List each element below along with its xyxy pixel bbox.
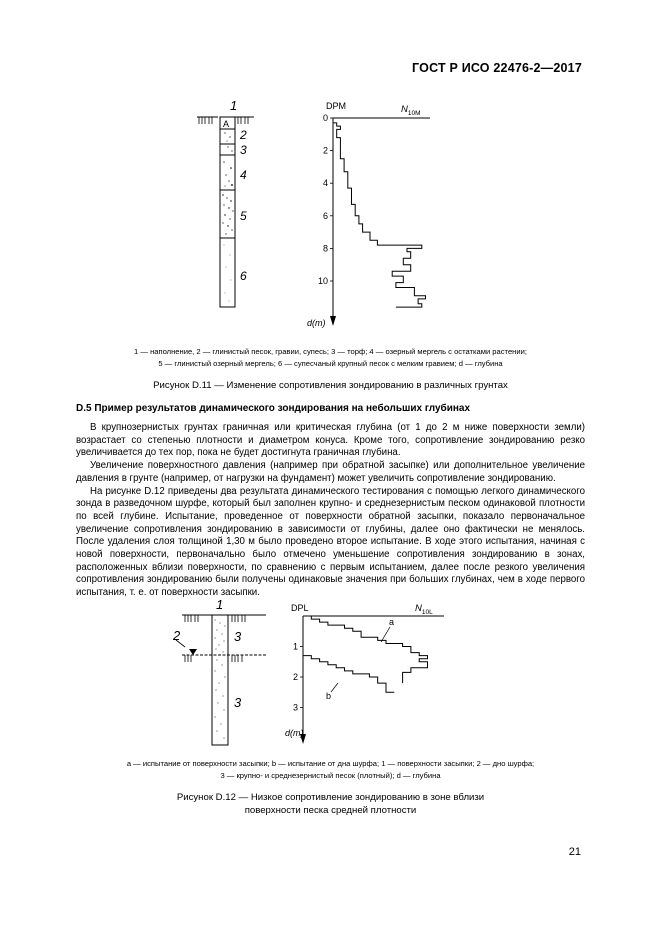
water-level-marker-icon <box>189 649 197 655</box>
soil-column-d11 <box>197 98 254 307</box>
chart-method-label-dpl: DPL <box>291 603 309 613</box>
column-label-top: 1 <box>216 597 224 612</box>
y-axis-arrow-icon <box>330 316 336 326</box>
column-label-1: 1 <box>230 98 238 113</box>
figure12-legend-line2: 3 — крупно- и среднезернистый песок (плотный); d — глубина <box>220 771 441 780</box>
section-heading: D.5 Пример результатов динамического зондирования на небольших глубинах <box>76 403 471 414</box>
paragraph-3: На рисунке D.12 приведены два результата динамического тестирования с помощью легкого динамического зонда в разведочном шурфе, который был заполнен крупно- и среднезернистым песком одинаковой плотности по всей глубине. Испытание, проведенное от поверхности обратной засыпки, показало первоначальное увеличение сопротивления зондированию в зависимости от глубины, далее оно фактически не менялось. После удаления слоя толщиной 1,30 м было проведено второе испытание. В ходе этого испытания, начиная с новой поверхности, первоначально было отмечено уменьшение сопротивления зондированию в зонах, расположенных вблизи поверхности, по сравнению с первым испытанием, далее после резкого увеличения сопротивления зондированию были получены одинаковые значения при больших глубинах, чем в ходе первого испытания, т. е. от поверхности засыпки. <box>76 485 585 599</box>
figure-d12 <box>168 595 458 750</box>
column-label-3-lower: 3 <box>234 695 242 710</box>
series-dpm <box>333 118 426 307</box>
curve-label-b: b <box>326 691 332 701</box>
dpl-y-tick-label-2: 2 <box>292 672 298 682</box>
series-a <box>303 616 428 683</box>
x-axis-label-dpl: $N_{10L}$ <box>415 603 433 616</box>
dpm-chart <box>307 101 430 328</box>
dpm-y-tick-label-4: 4 <box>322 178 328 189</box>
dpm-y-tick-label-0: 0 <box>322 113 328 123</box>
figure11-legend-line2: 5 — глинистый озерный мергель; 6 — супесчаный крупный песок с мелким гравием; d — глубина <box>158 359 503 368</box>
dpm-y-tick-label-2: 2 <box>322 145 328 156</box>
y-axis-label-dpl: d(m) <box>285 728 304 738</box>
dpm-y-tick-label-10: 10 <box>317 276 328 286</box>
dpl-y-tick-label-1: 1 <box>292 641 298 652</box>
figure12-title-line1: Рисунок D.12 — Низкое сопротивление зондированию в зоне вблизи <box>176 792 485 803</box>
figure12-title-line2: поверхности песка средней плотности <box>244 805 417 816</box>
page-number: 21 <box>568 846 581 858</box>
layer-label-2: 2 <box>240 128 247 142</box>
document-header: ГОСТ Р ИСО 22476-2—2017 <box>412 61 582 75</box>
dpl-chart <box>285 603 444 744</box>
layer-label-3: 3 <box>240 143 247 157</box>
dpl-y-tick-label-3: 3 <box>292 702 298 713</box>
layer-label-6: 6 <box>240 269 247 283</box>
soil-column-d12 <box>172 597 266 745</box>
column-label-2: 2 <box>173 628 181 643</box>
column-label-3-upper: 3 <box>234 629 242 644</box>
section-body <box>76 422 585 600</box>
figure12-legend-line1: a — испытание от поверхности засыпки; b — испытание от дна шурфа; 1 — поверхности засыпки; 2 — дно шурфа; <box>126 759 535 768</box>
layer-label-4: 4 <box>240 168 247 182</box>
x-axis-label: $N_{10M}$ <box>401 104 421 117</box>
y-axis-label: d(m) <box>307 318 326 328</box>
surface-mark: A <box>223 119 230 129</box>
series-b <box>303 656 394 693</box>
curve-label-a: a <box>389 617 395 627</box>
paragraph-2: Увеличение поверхностного давления (например при обратной засыпке) или дополнительное увеличение давления в грунте (например, от нагрузки на фундамент) может увеличить сопротивление зондированию. <box>76 460 585 484</box>
dpm-y-tick-label-8: 8 <box>322 243 328 254</box>
dpm-y-tick-label-6: 6 <box>322 210 328 221</box>
figure-d11 <box>190 95 470 335</box>
figure11-title: Рисунок D.11 — Изменение сопротивления зондированию в различных грунтах <box>153 380 508 391</box>
paragraph-1: В крупнозернистых грунтах граничная или критическая глубина (от 1 до 2 м ниже поверхности земли) возрастает со степенью плотности и диаметром конуса. Кроме того, сопротивление зондированию резко увеличивается до тех пор, пока не будет достигнута граничная глубина. <box>76 422 585 459</box>
layer-label-5: 5 <box>240 209 247 223</box>
chart-method-label: DPM <box>326 101 346 111</box>
figure11-legend-line1: 1 — наполнение, 2 — глинистый песок, гравии, супесь; 3 — торф; 4 — озерный мергель с остатками растении; <box>134 347 527 356</box>
